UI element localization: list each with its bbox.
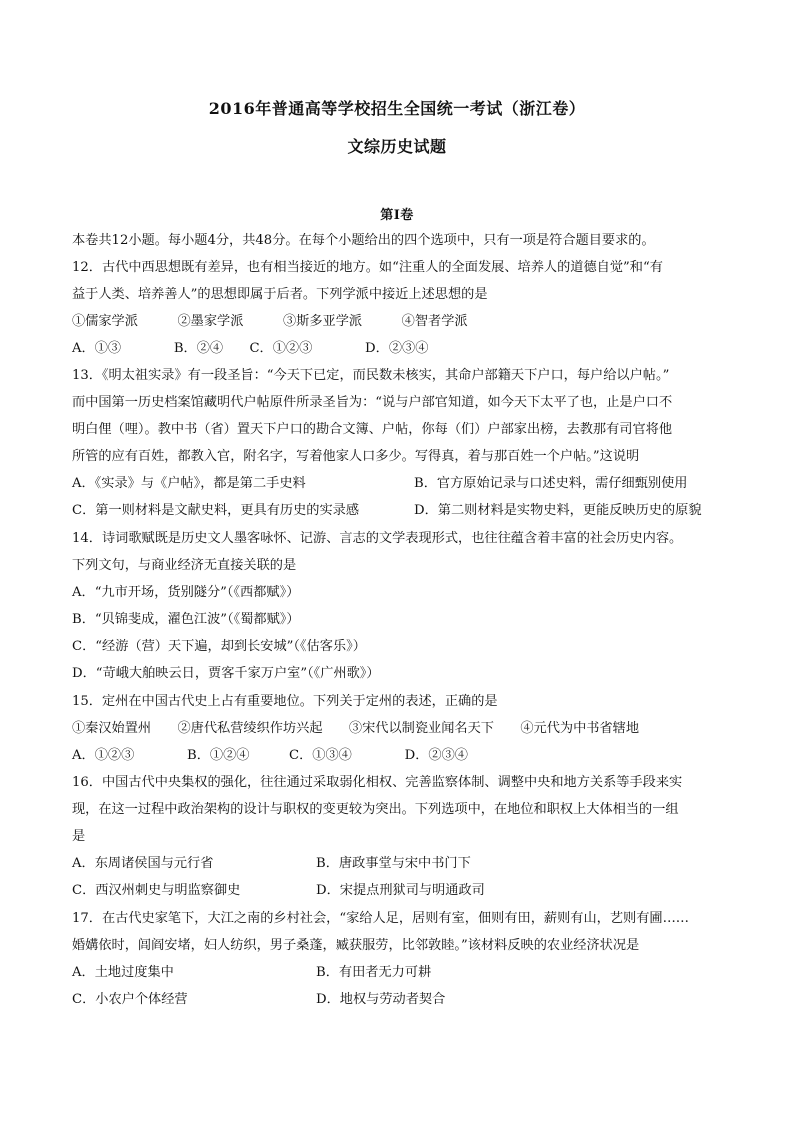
exam-title: 2016年普通高等学校招生全国统一考试（浙江卷） [208,99,586,118]
q17-stem-line-1: 17．在古代史家笔下，大江之南的乡村社会，“家给人足，居则有室，佃则有田，薪则有山，艺则有圃…… [72,911,689,926]
q14-stem-line-1: 14．诗词歌赋既是历史文人墨客咏怀、记游、言志的文学表现形式，也往往蕴含着丰富的社会历史内容。 [72,531,683,546]
q13-stem-line-2: 而中国第一历史档案馆藏明代户帖原件所录圣旨为：“说与户部官知道，如今天下太平了也，止是户口不 [72,395,673,410]
q14-option-c: C．“经游（营）天下遍，却到长安城”（《估客乐》） [72,639,366,654]
q15-stem: 15．定州在中国古代史上占有重要地位。下列关于定州的表述，正确的是 [72,694,498,709]
q16-option-d: D．宋提点刑狱司与明通政司 [316,883,485,898]
q13-option-b: B．官方原始记录与口述史料，需仔细甄别使用 [414,476,688,491]
q13-option-a: A．《实录》与《户帖》，都是第二手史料 [72,476,306,491]
q12-items: ①儒家学派 ②墨家学派 ③斯多亚学派 ④智者学派 [72,314,468,329]
q14-stem-line-2: 下列文句，与商业经济无直接关联的是 [72,558,297,573]
q17-option-d: D．地权与劳动者契合 [316,992,446,1007]
q14-option-d: D．“苛峨大舶映云日，贾客千家万户室”（《广州歌》） [72,666,380,681]
q13-stem-line-1: 13．《明太祖实录》有一段圣旨：“今天下已定，而民数未核实，其命户部籍天下户口，每户给以户帖。” [72,368,670,383]
q17-stem-line-2: 婚媾依时，闾阎安堵，妇人纺织，男子桑蓬，臧获服劳，比邻敦睦。”该材料反映的农业经济状况是 [72,938,640,953]
q14-option-b: B．“贝锦斐成，濯色江波”（《蜀都赋》） [72,612,300,627]
q15-items: ①秦汉始置州 ②唐代私营绫织作坊兴起 ③宋代以制瓷业闻名天下 ④元代为中书省辖地 [72,721,640,736]
q16-stem-line-3: 是 [72,829,86,844]
q15-options: A．①②③ B．①②④ C．①③④ D．②③④ [72,748,468,763]
q13-option-c: C．第一则材料是文献史料，更具有历史的实录感 [72,503,360,518]
q16-option-b: B．唐政事堂与宋中书门下 [316,856,471,871]
q17-option-a: A．土地过度集中 [72,965,174,980]
q16-option-c: C．西汉州刺史与明监察御史 [72,883,241,898]
q16-stem-line-2: 现，在这一过程中政治架构的设计与职权的变更较为突出。下列选项中，在地位和职权上大体相当的一组 [72,802,679,817]
q16-stem-line-1: 16．中国古代中央集权的强化，往往通过采取弱化相权、完善监察体制、调整中央和地方关系等手段来实 [72,775,683,790]
q13-stem-line-4: 所管的应有百姓，都教入官，附名字，写着他家人口多少。写得真，着与那百姓一个户帖。”这说明 [72,449,640,464]
intro-text: 本卷共12小题。每小题4分，共48分。在每个小题给出的四个选项中，只有一项是符合题目要求的。 [72,233,655,248]
q16-option-a: A．东周诸侯国与元行省 [72,856,214,871]
section-title: 第Ⅰ卷 [380,208,414,223]
q13-stem-line-3: 明白俚（哩）。教中书（省）置天下户口的勘合文簿、户帖，你每（们）户部家出榜，去教那有司官将他 [72,422,673,437]
q17-option-c: C．小农户个体经营 [72,992,188,1007]
q14-option-a: A．“九市开场，货别隧分”（《西都赋》） [72,585,300,600]
q12-stem-line-2: 益于人类、培养善人”的思想即属于后者。下列学派中接近上述思想的是 [72,287,488,302]
q17-option-b: B．有田者无力可耕 [316,965,432,980]
exam-subtitle: 文综历史试题 [347,137,447,156]
q12-options: A．①③ B．②④ C．①②③ D．②③④ [72,341,429,356]
q13-option-d: D．第二则材料是实物史料，更能反映历史的原貌 [414,503,702,518]
q12-stem-line-1: 12．古代中西思想既有差异，也有相当接近的地方。如“注重人的全面发展、培养人的道德自觉”和“有 [72,260,663,275]
